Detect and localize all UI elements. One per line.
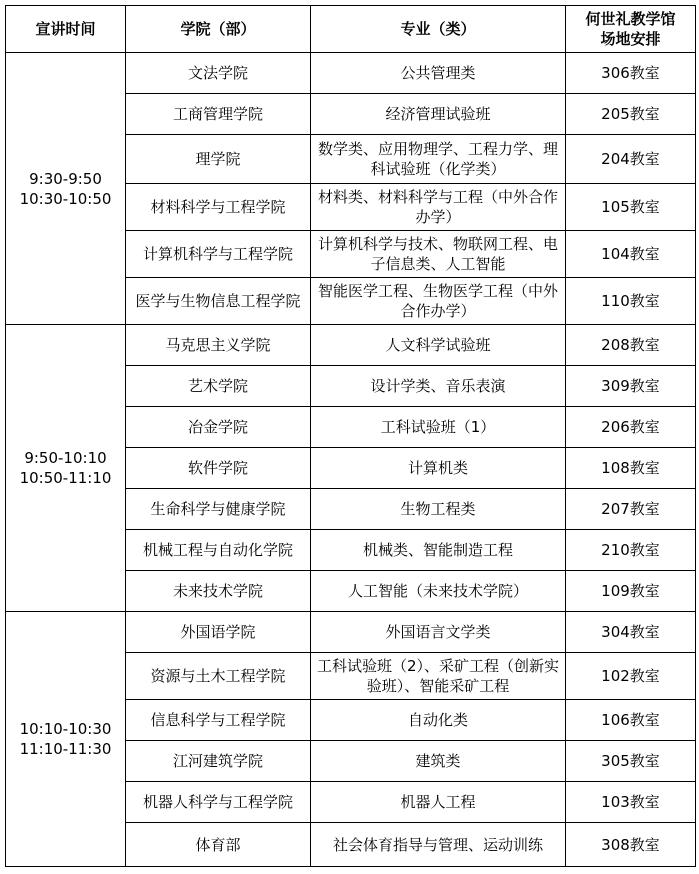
- major-cell: 智能医学工程、生物医学工程（中外合作办学）: [311, 278, 566, 325]
- schedule-table: [5, 5, 696, 867]
- header-row: [6, 6, 696, 53]
- table-row: [6, 325, 696, 366]
- college-cell: 信息科学与工程学院: [126, 700, 311, 741]
- college-cell: 医学与生物信息工程学院: [126, 278, 311, 325]
- major-cell: 经济管理试验班: [311, 94, 566, 135]
- time-slot-cell: 9:50-10:10 10:50-11:10: [6, 325, 126, 612]
- major-cell: 自动化类: [311, 700, 566, 741]
- room-cell: 205教室: [566, 94, 696, 135]
- header-room: 何世礼教学馆 场地安排: [566, 6, 696, 53]
- major-cell: 工科试验班（1）: [311, 407, 566, 448]
- time-slot-cell: 9:30-9:50 10:30-10:50: [6, 53, 126, 325]
- college-cell: 冶金学院: [126, 407, 311, 448]
- room-cell: 103教室: [566, 782, 696, 823]
- major-cell: 公共管理类: [311, 53, 566, 94]
- college-cell: 外国语学院: [126, 612, 311, 653]
- college-cell: 工商管理学院: [126, 94, 311, 135]
- college-cell: 资源与土木工程学院: [126, 653, 311, 700]
- major-cell: 设计学类、音乐表演: [311, 366, 566, 407]
- college-cell: 软件学院: [126, 448, 311, 489]
- major-cell: 生物工程类: [311, 489, 566, 530]
- room-cell: 206教室: [566, 407, 696, 448]
- major-cell: 数学类、应用物理学、工程力学、理科试验班（化学类）: [311, 135, 566, 184]
- header-major: 专业（类）: [311, 6, 566, 53]
- room-cell: 106教室: [566, 700, 696, 741]
- college-cell: 机械工程与自动化学院: [126, 530, 311, 571]
- major-cell: 建筑类: [311, 741, 566, 782]
- room-cell: 108教室: [566, 448, 696, 489]
- room-cell: 309教室: [566, 366, 696, 407]
- room-cell: 104教室: [566, 231, 696, 278]
- room-cell: 110教室: [566, 278, 696, 325]
- room-cell: 105教室: [566, 184, 696, 231]
- room-cell: 102教室: [566, 653, 696, 700]
- major-cell: 社会体育指导与管理、运动训练: [311, 823, 566, 867]
- major-cell: 工科试验班（2）、采矿工程（创新实验班）、智能采矿工程: [311, 653, 566, 700]
- room-cell: 207教室: [566, 489, 696, 530]
- college-cell: 马克思主义学院: [126, 325, 311, 366]
- room-cell: 210教室: [566, 530, 696, 571]
- major-cell: 材料类、材料科学与工程（中外合作办学）: [311, 184, 566, 231]
- major-cell: 机器人工程: [311, 782, 566, 823]
- college-cell: 材料科学与工程学院: [126, 184, 311, 231]
- room-cell: 304教室: [566, 612, 696, 653]
- room-cell: 204教室: [566, 135, 696, 184]
- college-cell: 理学院: [126, 135, 311, 184]
- college-cell: 机器人科学与工程学院: [126, 782, 311, 823]
- major-cell: 外国语言文学类: [311, 612, 566, 653]
- room-cell: 308教室: [566, 823, 696, 867]
- major-cell: 计算机科学与技术、物联网工程、电子信息类、人工智能: [311, 231, 566, 278]
- major-cell: 机械类、智能制造工程: [311, 530, 566, 571]
- major-cell: 人文科学试验班: [311, 325, 566, 366]
- college-cell: 体育部: [126, 823, 311, 867]
- table-row: [6, 612, 696, 653]
- header-time: 宣讲时间: [6, 6, 126, 53]
- college-cell: 生命科学与健康学院: [126, 489, 311, 530]
- header-college: 学院（部）: [126, 6, 311, 53]
- college-cell: 文法学院: [126, 53, 311, 94]
- schedule-body: [6, 53, 696, 867]
- room-cell: 305教室: [566, 741, 696, 782]
- college-cell: 计算机科学与工程学院: [126, 231, 311, 278]
- college-cell: 未来技术学院: [126, 571, 311, 612]
- table-row: [6, 53, 696, 94]
- room-cell: 208教室: [566, 325, 696, 366]
- time-slot-cell: 10:10-10:30 11:10-11:30: [6, 612, 126, 867]
- college-cell: 江河建筑学院: [126, 741, 311, 782]
- room-cell: 306教室: [566, 53, 696, 94]
- major-cell: 人工智能（未来技术学院）: [311, 571, 566, 612]
- college-cell: 艺术学院: [126, 366, 311, 407]
- major-cell: 计算机类: [311, 448, 566, 489]
- room-cell: 109教室: [566, 571, 696, 612]
